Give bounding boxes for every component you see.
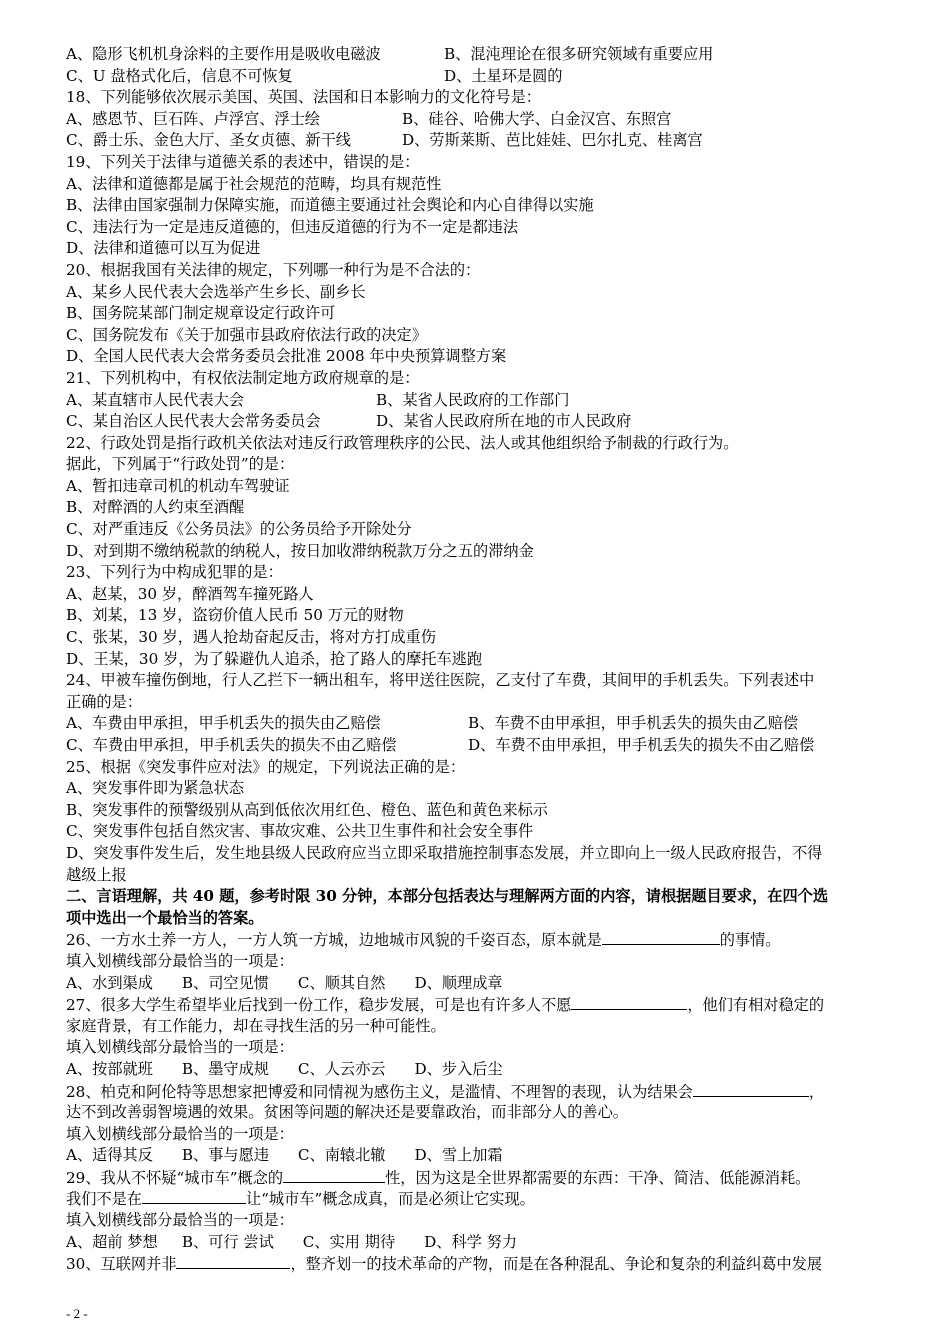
text-line: [66, 994, 888, 1016]
text-segment: 的事情。: [719, 931, 781, 950]
text-line: 23、下列行为中构成犯罪的是：: [66, 563, 283, 582]
text-line: A、赵某，30 岁，醉酒驾车撞死路人: [66, 584, 314, 603]
option-cell: A、隐形飞机机身涂料的主要作用是吸收电磁波: [66, 45, 381, 63]
text-line: 20、根据我国有关法律的规定，下列哪一种行为是不合法的：: [66, 260, 481, 279]
text-line: A、按部就班 B、墨守成规 C、人云亦云 D、步入后尘: [66, 1059, 503, 1078]
option-cell: A、感恩节、巨石阵、卢浮宫、浮士绘: [66, 109, 320, 128]
text-line: [66, 109, 888, 131]
text-line: [66, 44, 888, 66]
page-number: - 2 -: [66, 1306, 88, 1321]
option-cell: A、车费由甲承担，甲手机丢失的损失由乙赔偿: [66, 714, 381, 733]
text-line: B、突发事件的预警级别从高到低依次用红色、橙色、蓝色和黄色来标示: [66, 800, 548, 819]
text-line: 18、下列能够依次展示美国、英国、法国和日本影响力的文化符号是：: [66, 88, 541, 107]
text-line: [66, 735, 888, 757]
option-cell: D、车费不由甲承担，甲手机丢失的损失不由乙赔偿: [468, 736, 815, 754]
text-line: [66, 66, 888, 88]
text-line: A、超前 梦想 B、可行 尝试 C、实用 期待 D、科学 努力: [66, 1232, 518, 1251]
text-line: 22、行政处罚是指行政机关依法对违反行政管理秩序的公民、法人或其他组织给予制裁的行政行为。: [66, 433, 739, 452]
text-segment: 26、一方水土养一方人，一方人筑一方城，边地城市风貌的千姿百态，原本就是: [66, 931, 602, 950]
text-segment: 让“城市车”概念成真，而是必须让它实现。: [245, 1190, 535, 1209]
text-line: D、对到期不缴纳税款的纳税人，按日加收滞纳税款万分之五的滞纳金: [66, 541, 534, 560]
text-line: [66, 411, 888, 433]
text-line: 达不到改善弱智境遇的效果。贫困等问题的解决还是要靠政治，而非部分人的善心。: [66, 1103, 628, 1122]
option-cell: B、硅谷、哈佛大学、白金汉宫、东照宫: [402, 109, 672, 128]
text-line: 据此，下列属于“行政处罚”的是：: [66, 455, 295, 474]
text-line: C、张某，30 岁，遇人抢劫奋起反击，将对方打成重伤: [66, 628, 436, 647]
text-line: [66, 130, 888, 152]
fill-in-blank: [283, 1167, 385, 1183]
text-segment: ，整齐划一的技术革命的产物，而是在各种混乱、争论和复杂的利益纠葛中发展: [290, 1255, 823, 1274]
fill-in-blank: [693, 1081, 809, 1097]
text-line: 项中选出一个最恰当的答案。: [66, 908, 264, 927]
text-line: 填入划横线部分最恰当的一项是：: [66, 951, 294, 970]
text-line: B、对醉酒的人约束至酒醒: [66, 498, 245, 517]
text-line: [66, 1167, 888, 1189]
text-line: C、国务院发布《关于加强市县政府依法行政的决定》: [66, 325, 427, 344]
text-line: 填入划横线部分最恰当的一项是：: [66, 1124, 294, 1143]
option-cell: C、U 盘格式化后，信息不可恢复: [66, 66, 293, 85]
text-line: 家庭背景，有工作能力，却在寻找生活的另一种可能性。: [66, 1016, 446, 1035]
text-line: A、突发事件即为紧急状态: [66, 779, 245, 798]
option-cell: C、某自治区人民代表大会常务委员会: [66, 412, 321, 431]
text-line: 二、言语理解，共 40 题，参考时限 30 分钟，本部分包括表达与理解两方面的内容，请根据题目要求，在四个选: [66, 887, 829, 906]
text-line: C、突发事件包括自然灾害、事故灾难、公共卫生事件和社会安全事件: [66, 822, 534, 841]
option-cell: D、土星环是圆的: [444, 66, 563, 85]
text-line: D、王某，30 岁，为了躲避仇人追杀，抢了路人的摩托车逃跑: [66, 649, 483, 668]
text-line: 填入划横线部分最恰当的一项是：: [66, 1211, 294, 1230]
text-line: B、刘某，13 岁，盗窃价值人民币 50 万元的财物: [66, 606, 404, 625]
document-body: [66, 44, 888, 1275]
fill-in-blank: [176, 1253, 290, 1269]
option-cell: C、爵士乐、金色大厅、圣女贞德、新干线: [66, 131, 351, 150]
option-cell: D、劳斯莱斯、芭比娃娃、巴尔扎克、桂离宫: [402, 131, 703, 150]
text-line: [66, 390, 888, 412]
text-line: B、法律由国家强制力保障实施，而道德主要通过社会舆论和内心自律得以实施: [66, 196, 594, 215]
text-segment: 性，因为这是全世界都需要的东西：干净、简洁、低能源消耗。: [385, 1168, 811, 1187]
text-line: C、对严重违反《公务员法》的公务员给予开除处分: [66, 520, 412, 539]
text-segment: ，他们有相对稳定的: [687, 996, 825, 1015]
text-segment: 我们不是在: [66, 1190, 142, 1209]
text-line: A、水到渠成 B、司空见惯 C、顺其自然 D、顺理成章: [66, 973, 503, 992]
option-cell: B、混沌理论在很多研究领域有重要应用: [444, 45, 714, 63]
text-line: A、适得其反 B、事与愿违 C、南辕北辙 D、雪上加霜: [66, 1146, 503, 1165]
text-line: [66, 1253, 888, 1275]
fill-in-blank: [142, 1188, 246, 1204]
text-line: A、某乡人民代表大会选举产生乡长、副乡长: [66, 282, 366, 301]
text-line: [66, 713, 888, 735]
text-line: [66, 1188, 888, 1210]
text-line: D、突发事件发生后，发生地县级人民政府应当立即采取措施控制事态发展，并立即向上一级人民政府报告，不得: [66, 843, 823, 862]
fill-in-blank: [571, 994, 687, 1010]
text-line: 越级上报: [66, 865, 127, 884]
text-segment: 30、互联网并非: [66, 1255, 177, 1274]
text-line: 24、甲被车撞伤倒地，行人乙拦下一辆出租车，将甲送往医院，乙支付了车费，其间甲的手机丢失。下列表述中: [66, 671, 815, 690]
text-line: 19、下列关于法律与道德关系的表述中，错误的是：: [66, 152, 420, 171]
text-segment: 29、我从不怀疑“城市车”概念的: [66, 1168, 284, 1187]
text-segment: 28、柏克和阿伦特等思想家把博爱和同情视为感伤主义，是滥情、不理智的表现，认为结果会: [66, 1082, 693, 1101]
option-cell: A、某直辖市人民代表大会: [66, 390, 245, 409]
option-cell: B、某省人民政府的工作部门: [376, 390, 570, 409]
option-cell: B、车费不由甲承担，甲手机丢失的损失由乙赔偿: [468, 714, 799, 733]
fill-in-blank: [602, 929, 720, 945]
text-line: D、法律和道德可以互为促进: [66, 239, 261, 258]
text-line: A、暂扣违章司机的机动车驾驶证: [66, 476, 290, 495]
text-line: 21、下列机构中，有权依法制定地方政府规章的是：: [66, 368, 420, 387]
text-segment: ，: [808, 1082, 825, 1101]
text-line: A、法律和道德都是属于社会规范的范畴，均具有规范性: [66, 174, 442, 193]
text-line: C、违法行为一定是违反道德的，但违反道德的行为不一定是都违法: [66, 217, 519, 236]
text-line: [66, 1081, 888, 1103]
text-line: 填入划横线部分最恰当的一项是：: [66, 1038, 294, 1057]
text-segment: 27、很多大学生希望毕业后找到一份工作，稳步发展，可是也有许多人不愿: [66, 996, 572, 1015]
text-line: 25、根据《突发事件应对法》的规定，下列说法正确的是：: [66, 757, 466, 776]
text-line: 正确的是：: [66, 692, 142, 711]
text-line: D、全国人民代表大会常务委员会批准 2008 年中央预算调整方案: [66, 347, 507, 366]
option-cell: C、车费由甲承担，甲手机丢失的损失不由乙赔偿: [66, 736, 397, 754]
text-line: [66, 929, 888, 951]
text-line: B、国务院某部门制定规章设定行政许可: [66, 304, 336, 323]
option-cell: D、某省人民政府所在地的市人民政府: [376, 412, 632, 431]
